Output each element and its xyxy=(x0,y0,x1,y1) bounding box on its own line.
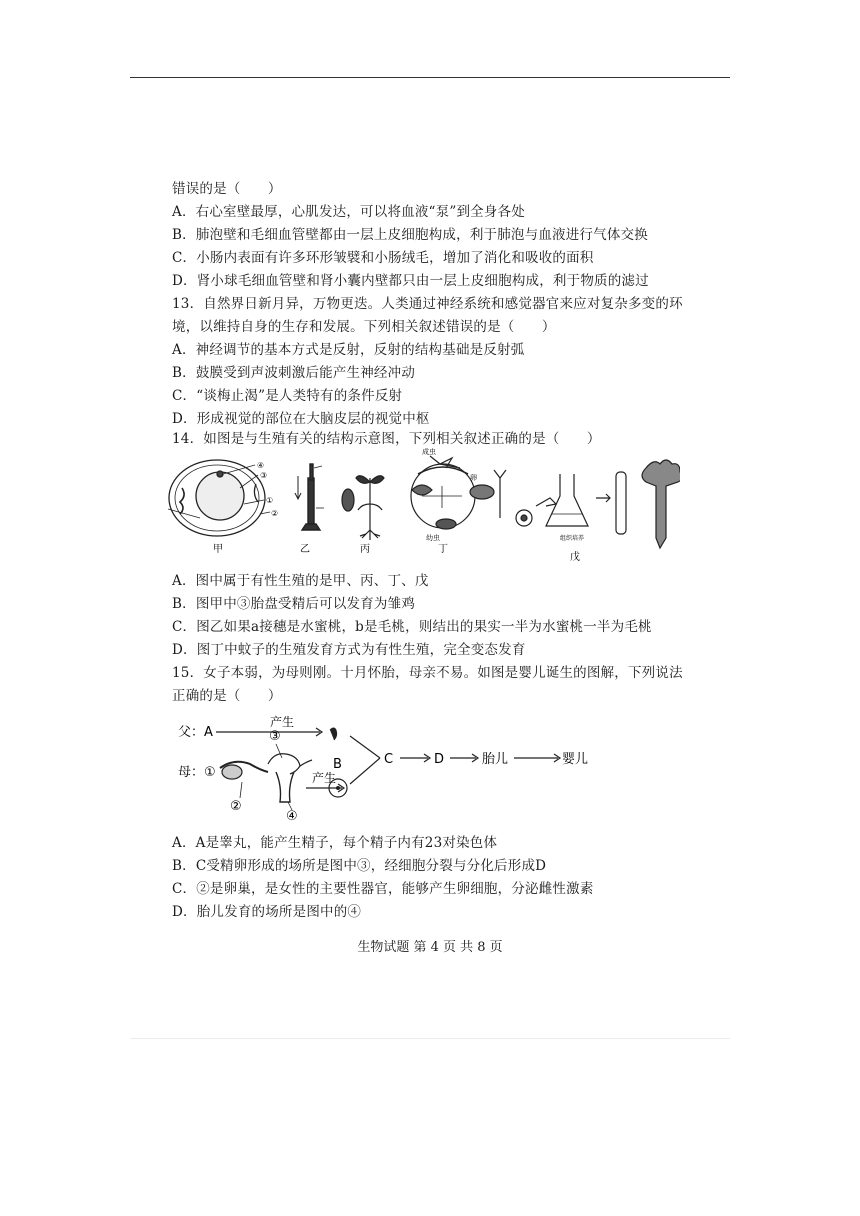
q15-option-a: A．A是睾丸，能产生精子，每个精子内有23对染色体 xyxy=(172,835,498,851)
seedling-diagram xyxy=(342,476,384,540)
mother-marker-2: ② xyxy=(230,799,242,814)
mother-marker-4: ④ xyxy=(286,809,298,824)
q13-option-d: D．形成视觉的部位在大脑皮层的视觉中枢 xyxy=(172,411,430,427)
egg-marker-1: ① xyxy=(266,496,274,505)
graft-diagram xyxy=(295,464,324,530)
page-footer: 生物试题 第 4 页 共 8 页 xyxy=(357,940,503,955)
q14-option-d: D．图丁中蚊子的生殖发育方式为有性生殖，完全变态发育 xyxy=(172,642,526,658)
q15-option-b: B．C受精卵形成的场所是图中③，经细胞分裂与分化后形成D xyxy=(172,858,547,874)
label-ding: 丁 xyxy=(438,544,448,555)
label-wu: 戊 xyxy=(570,552,580,563)
q14-option-c: C．图乙如果a接穗是水蜜桃，b是毛桃，则结出的果实一半为水蜜桃一半为毛桃 xyxy=(172,619,652,635)
q15-option-c: C．②是卵巢，是女性的主要性器官，能够产生卵细胞，分泌雌性激素 xyxy=(172,881,594,897)
top-rule xyxy=(130,77,730,78)
q15-option-d: D．胎儿发育的场所是图中的④ xyxy=(172,904,362,920)
bottom-faint-rule xyxy=(130,1038,730,1039)
ding-tag-egg: 卵 xyxy=(470,474,477,482)
tissue-culture-diagram xyxy=(494,460,680,548)
q15-stem-line2: 正确的是（ ） xyxy=(172,688,282,704)
q14-option-b: B．图甲中③胎盘受精后可以发育为雏鸡 xyxy=(172,596,416,612)
egg-marker-2: ② xyxy=(271,509,279,518)
mother-produce-label: 产生 xyxy=(312,771,337,785)
father-label: 父：A xyxy=(178,725,213,740)
egg-diagram xyxy=(168,460,270,536)
zygote-label-c: C xyxy=(384,752,394,767)
egg-marker-3: ③ xyxy=(260,471,268,480)
q15-figure xyxy=(172,710,602,826)
embryo-label-d: D xyxy=(434,752,445,767)
q13-option-b: B．鼓膜受到声波刺激后能产生神经冲动 xyxy=(172,365,416,381)
ovum-label-b: B xyxy=(333,757,342,772)
label-yi: 乙 xyxy=(300,544,310,555)
label-jia: 甲 xyxy=(213,544,223,555)
ovum-nucleus-icon xyxy=(336,786,340,790)
ding-tag-adult: 成虫 xyxy=(422,448,436,456)
label-bing: 丙 xyxy=(360,544,370,555)
q13-stem-line2: 境，以维持自身的生存和发展。下列相关叙述错误的是（ ） xyxy=(172,319,556,335)
q13-option-c: C．“谈梅止渴”是人类特有的条件反射 xyxy=(172,388,403,404)
mosquito-cycle-diagram xyxy=(411,456,494,529)
q14-stem: 14．如图是与生殖有关的结构示意图，下列相关叙述正确的是（ ） xyxy=(172,431,601,447)
q12-option-a: A．右心室壁最厚，心肌发达，可以将血液“泵”到全身各处 xyxy=(172,204,525,220)
fetus-label: 胎儿 xyxy=(482,752,509,767)
sperm-icon xyxy=(330,728,337,740)
q15-stem-line1: 15．女子本弱，为母则刚。十月怀胎，母亲不易。如图是婴儿诞生的图解，下列说法 xyxy=(172,665,683,681)
q12-option-b: B．肺泡壁和毛细血管壁都由一层上皮细胞构成，利于肺泡与血液进行气体交换 xyxy=(172,227,648,243)
mother-label: 母： xyxy=(178,765,205,780)
q12-option-c: C．小肠内表面有许多环形皱襞和小肠绒毛，增加了消化和吸收的面积 xyxy=(172,250,594,266)
q14-figure xyxy=(160,448,680,566)
q12-tail: 错误的是（ ） xyxy=(172,181,282,197)
wu-tag-tissue-culture: 组织培养 xyxy=(560,535,585,542)
q13-stem-line1: 13．自然界日新月异，万物更迭。人类通过神经系统和感觉器官来应对复杂多变的环 xyxy=(172,296,683,312)
mother-marker-3: ③ xyxy=(269,729,281,744)
egg-marker-4: ④ xyxy=(257,461,265,470)
ding-tag-larva: 幼虫 xyxy=(426,534,440,542)
mother-marker-1: ① xyxy=(204,765,216,780)
q14-option-a: A．图中属于有性生殖的是甲、丙、丁、戊 xyxy=(172,573,429,589)
q12-option-d: D．肾小球毛细血管壁和肾小囊内壁都只由一层上皮细胞构成，利于物质的滤过 xyxy=(172,273,649,289)
q13-option-a: A．神经调节的基本方式是反射，反射的结构基础是反射弧 xyxy=(172,342,525,358)
baby-label: 婴儿 xyxy=(562,752,589,767)
father-produce-label: 产生 xyxy=(270,715,295,729)
